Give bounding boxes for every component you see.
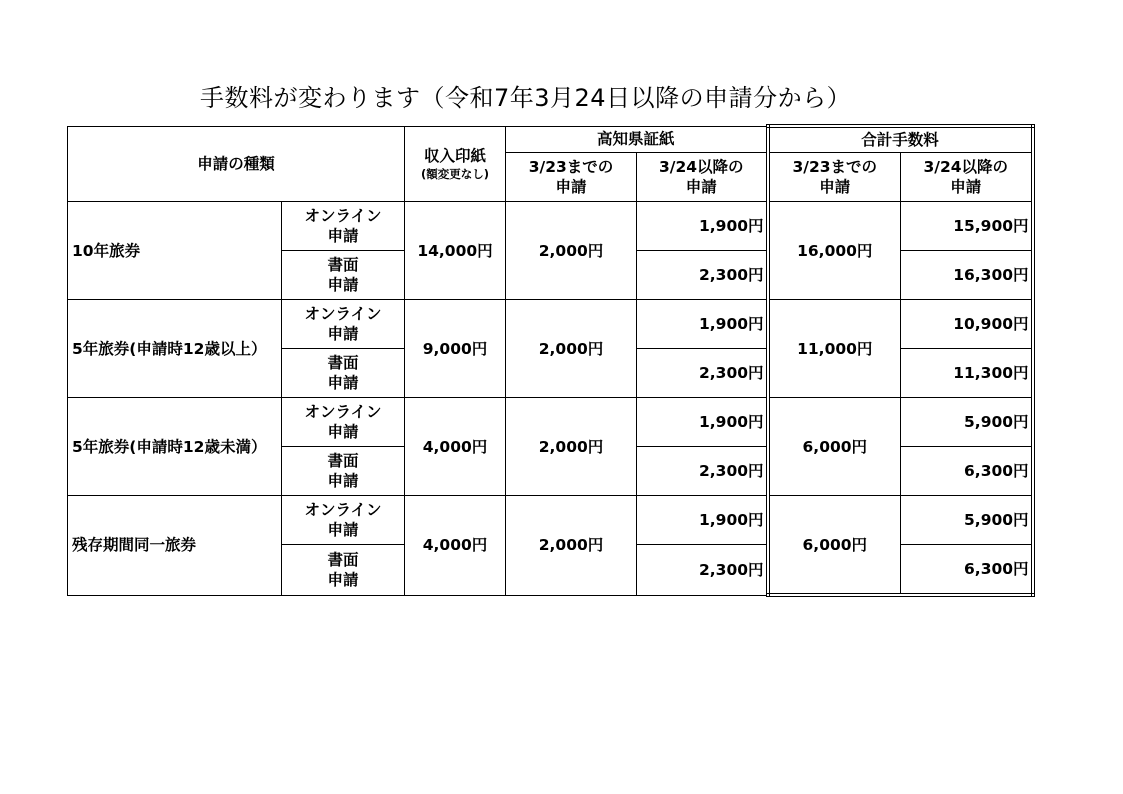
method-online-line2: 申請 <box>327 423 359 441</box>
total-after-online-value: 5,900円 <box>901 496 1033 545</box>
total-after-online-value: 5,900円 <box>901 398 1033 447</box>
header-kochi-stamp: 高知県証紙 <box>506 126 768 153</box>
header-kochi-after-line2: 申請 <box>685 178 717 196</box>
method-online-line2: 申請 <box>327 227 359 245</box>
fee-table <box>67 124 1035 597</box>
header-kochi-before-line1: 3/23までの <box>528 158 614 176</box>
method-online <box>282 398 405 447</box>
method-paper-line2: 申請 <box>327 276 359 294</box>
total-after-online-value: 15,900円 <box>901 202 1033 251</box>
header-revenue-stamp <box>405 126 506 202</box>
header-kochi-after <box>637 153 768 202</box>
header-revenue-stamp-label: 収入印紙 <box>424 146 487 165</box>
header-total-after <box>901 153 1033 202</box>
header-kochi-before-line2: 申請 <box>555 178 587 196</box>
total-after-paper-value: 16,300円 <box>901 251 1033 300</box>
method-paper-line2: 申請 <box>327 472 359 490</box>
kochi-before-value: 2,000円 <box>506 496 637 596</box>
header-row <box>68 126 1033 153</box>
table-row <box>68 398 1033 447</box>
table-row <box>68 300 1033 349</box>
total-after-paper-value: 6,300円 <box>901 545 1033 596</box>
method-online-line2: 申請 <box>327 521 359 539</box>
method-paper <box>282 447 405 496</box>
method-online-line1: オンライン <box>304 501 382 519</box>
method-paper <box>282 545 405 596</box>
header-kochi-before <box>506 153 637 202</box>
kochi-after-paper-value: 2,300円 <box>637 447 768 496</box>
method-online <box>282 202 405 251</box>
method-online-line2: 申請 <box>327 325 359 343</box>
total-before-value: 6,000円 <box>768 398 901 496</box>
method-online-line1: オンライン <box>304 305 382 323</box>
row-name: 5年旅券(申請時12歳未満） <box>68 398 282 496</box>
revenue-stamp-value: 14,000円 <box>405 202 506 300</box>
header-total-before <box>768 153 901 202</box>
kochi-after-online-value: 1,900円 <box>637 398 768 447</box>
method-online-line1: オンライン <box>304 207 382 225</box>
row-name: 10年旅券 <box>68 202 282 300</box>
header-kochi-after-line1: 3/24以降の <box>659 158 744 176</box>
method-paper <box>282 349 405 398</box>
kochi-before-value: 2,000円 <box>506 202 637 300</box>
method-paper-line2: 申請 <box>327 570 359 589</box>
page-title: 手数料が変わります（令和7年3月24日以降の申請分から） <box>200 84 852 112</box>
method-paper-line1: 書面 <box>327 550 359 569</box>
kochi-after-paper-value: 2,300円 <box>637 545 768 596</box>
kochi-after-online-value: 1,900円 <box>637 300 768 349</box>
row-name: 残存期間同一旅券 <box>68 496 282 596</box>
method-paper-line1: 書面 <box>327 452 359 470</box>
kochi-after-paper-value: 2,300円 <box>637 251 768 300</box>
kochi-before-value: 2,000円 <box>506 398 637 496</box>
total-after-online-value: 10,900円 <box>901 300 1033 349</box>
method-paper <box>282 251 405 300</box>
method-online <box>282 300 405 349</box>
kochi-after-online-value: 1,900円 <box>637 496 768 545</box>
method-online <box>282 496 405 545</box>
table-row <box>68 496 1033 545</box>
header-total-after-line1: 3/24以降の <box>923 158 1009 176</box>
header-total-before-line2: 申請 <box>819 178 851 196</box>
method-online-line1: オンライン <box>304 403 382 421</box>
header-revenue-stamp-note: (額変更なし) <box>421 166 490 181</box>
total-after-paper-value: 11,300円 <box>901 349 1033 398</box>
revenue-stamp-value: 4,000円 <box>405 398 506 496</box>
kochi-after-paper-value: 2,300円 <box>637 349 768 398</box>
table-row <box>68 202 1033 251</box>
total-after-paper-value: 6,300円 <box>901 447 1033 496</box>
kochi-after-online-value: 1,900円 <box>637 202 768 251</box>
row-name: 5年旅券(申請時12歳以上） <box>68 300 282 398</box>
header-total-before-line1: 3/23までの <box>792 158 878 176</box>
total-before-value: 11,000円 <box>768 300 901 398</box>
method-paper-line2: 申請 <box>327 374 359 392</box>
method-paper-line1: 書面 <box>327 354 359 372</box>
total-before-value: 6,000円 <box>768 496 901 596</box>
header-total-fee: 合計手数料 <box>768 126 1033 153</box>
kochi-before-value: 2,000円 <box>506 300 637 398</box>
header-total-after-line2: 申請 <box>950 178 982 196</box>
method-paper-line1: 書面 <box>327 256 359 274</box>
revenue-stamp-value: 4,000円 <box>405 496 506 596</box>
revenue-stamp-value: 9,000円 <box>405 300 506 398</box>
total-before-value: 16,000円 <box>768 202 901 300</box>
header-application-type: 申請の種類 <box>68 126 405 202</box>
